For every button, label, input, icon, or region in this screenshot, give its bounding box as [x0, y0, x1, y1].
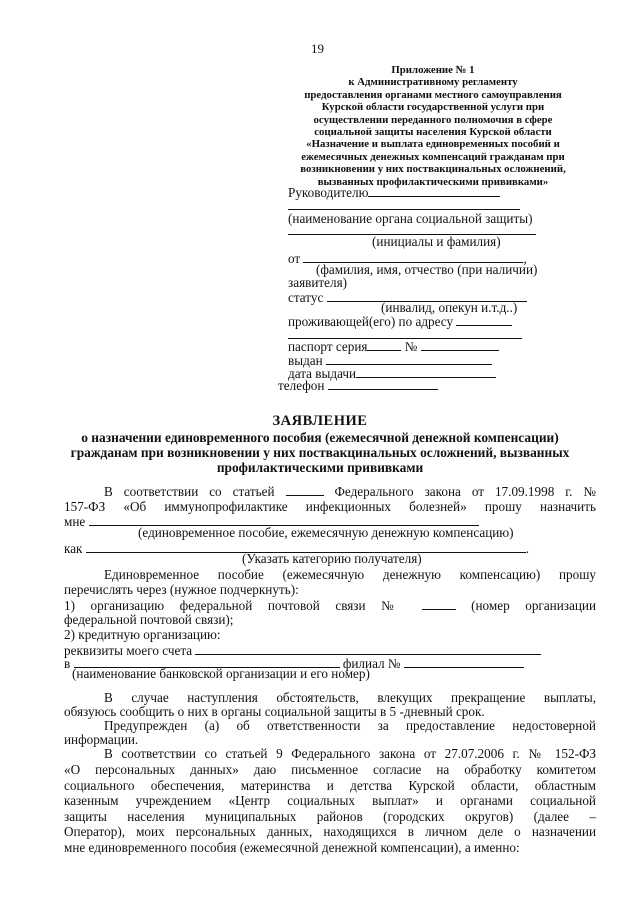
- phone-label: телефон: [278, 378, 325, 393]
- p2-line1: Единовременное пособие (ежемесячную денежную компенсацию) прошу: [104, 567, 596, 582]
- p3-line1: В случае наступления обстоятельств, влекущих прекращение выплаты,: [104, 690, 596, 705]
- appendix-line: вызванных профилактическими прививками»: [317, 175, 549, 188]
- passport-series-line[interactable]: [367, 338, 401, 351]
- bank-hint: (наименование банковской организации и его номер): [72, 666, 370, 681]
- as-label: как: [64, 541, 83, 556]
- from-label: от: [288, 251, 301, 266]
- head-line[interactable]: [368, 184, 500, 197]
- issued-line[interactable]: [326, 352, 492, 365]
- p3-line2: обязуюсь сообщить о них в органы социальной защиты в 5 -дневный срок.: [64, 704, 485, 719]
- p4-line2: информации.: [64, 732, 139, 747]
- appendix-line: ежемесячных денежных компенсаций гражданам при: [301, 150, 565, 163]
- status-label: статус: [288, 290, 324, 305]
- post-office-number-line[interactable]: [422, 597, 456, 610]
- p1-line1: [104, 483, 596, 499]
- option1-hint: (номер организации: [471, 598, 597, 613]
- p2-line2: перечислять через (нужное подчеркнуть):: [64, 582, 299, 597]
- fio-hint: (фамилия, имя, отчество (при наличии): [316, 262, 538, 277]
- p5-line: Оператор), моих персональных данных, находящихся в личном деле о назначении: [64, 824, 596, 839]
- appendix-line: к Административному регламенту: [348, 76, 518, 89]
- benefit-hint: (единовременное пособие, ежемесячную денежную компенсацию): [138, 525, 514, 540]
- organ-line[interactable]: [288, 197, 520, 210]
- appendix-line: «Назначение и выплата единовременных пособий и: [306, 138, 560, 151]
- phone-field: [278, 377, 438, 393]
- p1-text-a: В соответствии со статьей: [104, 484, 275, 499]
- in-label: в: [64, 656, 71, 671]
- category-hint: (Указать категорию получателя): [242, 551, 422, 566]
- account-label: реквизиты моего счета: [64, 643, 193, 658]
- document-subtitle: [0, 430, 640, 475]
- option1-text: 1) организацию федеральной почтовой связи №: [64, 598, 406, 613]
- document-title: ЗАЯВЛЕНИЕ: [272, 413, 368, 429]
- subtitle-line: профилактическими прививками: [216, 460, 424, 475]
- issued-label: выдан: [288, 353, 323, 368]
- address-line[interactable]: [456, 313, 512, 326]
- p4-line1: Предупрежден (а) об ответственности за предоставление недостоверной: [104, 718, 596, 733]
- p5-line: мне единовременного пособия (ежемесячной денежной компенсации), а именно:: [64, 840, 520, 855]
- issue-date-label: дата выдачи: [288, 366, 357, 381]
- p1-text-b: Федерального закона от 17.09.1998 г. №: [334, 484, 596, 499]
- branch-label: филиал №: [342, 656, 401, 671]
- as-field: как .: [64, 541, 530, 556]
- passport-number-line[interactable]: [421, 338, 499, 351]
- appendix-line: осуществлении переданного полномочия в сфере: [313, 113, 553, 126]
- p5-line: социального обеспечения, материнства и детства Курской области, областным: [64, 778, 596, 793]
- page-number: 19: [311, 41, 324, 56]
- option2: 2) кредитную организацию:: [64, 627, 221, 642]
- appendix-line: Курской области государственной услуги при: [321, 101, 545, 114]
- organ-hint: (наименование органа социальной защиты): [288, 211, 533, 226]
- p5-line: «О персональных данных» даю письменное согласие на обработку комитетом: [64, 762, 596, 777]
- branch-line[interactable]: [404, 655, 524, 668]
- address-label: проживающей(его) по адресу: [288, 314, 454, 329]
- applicant-label: заявителя): [288, 275, 348, 290]
- status-hint: (инвалид, опекун и.т.д..): [381, 300, 518, 315]
- option1-line1: [64, 597, 596, 613]
- appendix-line: предоставления органами местного самоуправления: [304, 88, 562, 101]
- appendix-line: социальной защиты населения Курской области: [314, 126, 552, 139]
- p5-line: В соответствии со статьей 9 Федерального закона от 27.07.2006 г. № 152-ФЗ: [104, 746, 596, 761]
- phone-line[interactable]: [328, 377, 438, 390]
- appendix-header: [283, 64, 583, 188]
- account-line[interactable]: [195, 642, 541, 655]
- subtitle-line: гражданам при возникновении у них поствакцинальных осложнений, вызванных: [70, 445, 570, 460]
- appendix-line: возникновении у них поствакцинальных осложнений,: [300, 163, 566, 176]
- option1-line2: федеральной почтовой связи);: [64, 612, 234, 627]
- initials-hint: (инициалы и фамилия): [372, 234, 501, 249]
- head-label: Руководителю: [288, 185, 369, 200]
- passport-number-label: №: [404, 339, 418, 354]
- p5-line: казенным учреждением «Центр социальных выплат» и органами социальной: [64, 793, 596, 808]
- p1-me-label: мне: [64, 514, 86, 529]
- subtitle-line: о назначении единовременного пособия (ежемесячной денежной компенсации): [81, 430, 559, 445]
- from-field: от ,: [288, 251, 527, 266]
- p1-line2: 157-ФЗ «Об иммунопрофилактике инфекционных болезней» прошу назначить: [64, 499, 596, 514]
- appendix-line: Приложение № 1: [391, 64, 475, 76]
- p5-line: защиты населения муниципальных районов (городских округов) (далее –: [64, 809, 596, 824]
- article-line[interactable]: [286, 483, 324, 496]
- passport-label: паспорт серия: [288, 339, 368, 354]
